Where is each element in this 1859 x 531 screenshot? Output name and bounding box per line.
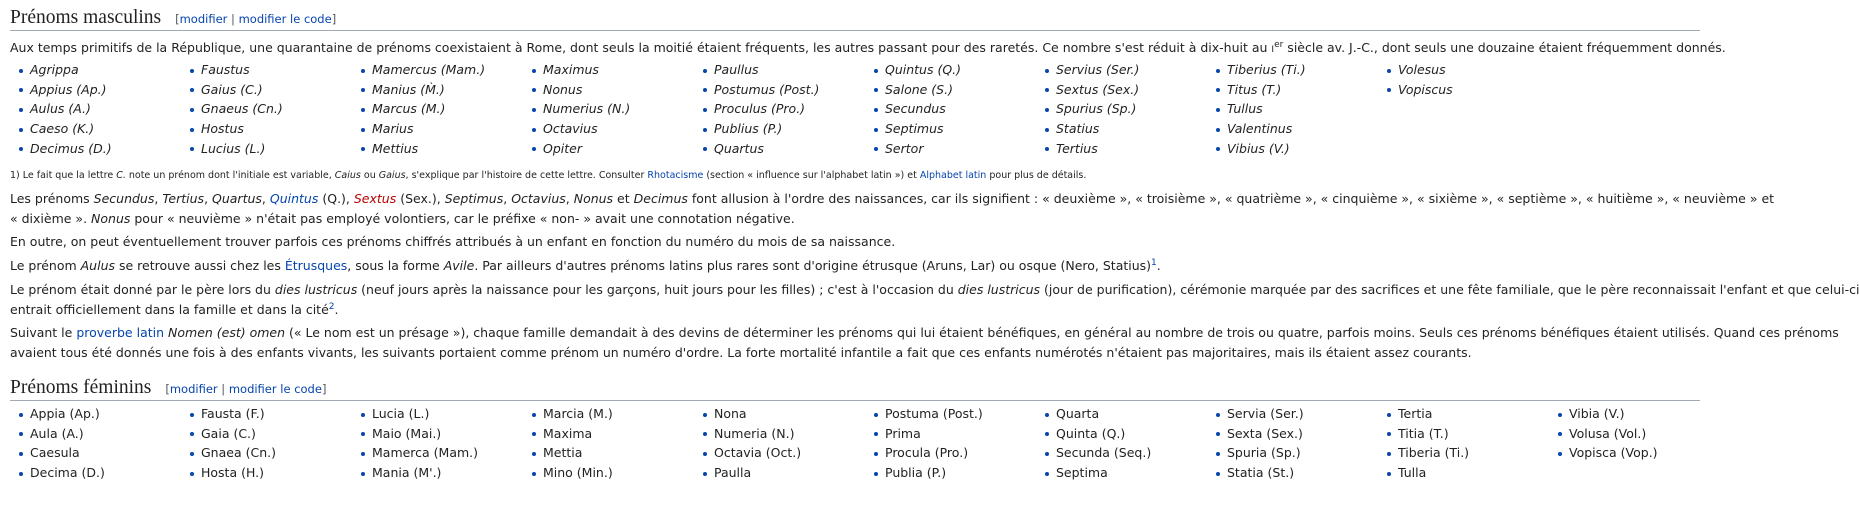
name-list-item: Agrippa — [10, 60, 112, 80]
name-column — [10, 60, 112, 158]
name-column — [181, 404, 276, 483]
name-list-item: Mania (M'.) — [352, 463, 478, 483]
name-list-item: Titia (T.) — [1378, 424, 1469, 444]
name-column — [865, 60, 961, 158]
name-list-item: Tertia — [1378, 404, 1469, 424]
name-list-item: Quarta — [1036, 404, 1151, 424]
name-list-item: Salone (S.) — [865, 80, 961, 100]
name-list-item: Procula (Pro.) — [865, 443, 983, 463]
name-column — [523, 404, 613, 483]
name-list-item: Mino (Min.) — [523, 463, 613, 483]
name-list-item: Hosta (H.) — [181, 463, 276, 483]
name-column — [1207, 404, 1304, 483]
name-list-item: Volesus — [1378, 60, 1453, 80]
name-list-item: Aulus (A.) — [10, 99, 112, 119]
name-list-item: Volusa (Vol.) — [1549, 424, 1658, 444]
name-list-item: Spuria (Sp.) — [1207, 443, 1304, 463]
name-list-item: Spurius (Sp.) — [1036, 99, 1139, 119]
name-list-item: Caesula — [10, 443, 105, 463]
name-list-item: Faustus — [181, 60, 283, 80]
name-list-item: Publius (P.) — [694, 119, 819, 139]
alphabet-latin-link[interactable]: Alphabet latin — [919, 170, 987, 181]
name-list-item: Tullus — [1207, 99, 1306, 119]
paragraph-nomen-omen: Suivant le proverbe latin Nomen (est) omen (« Le nom est un présage »), chaque famille demandait à des devins de déterminer les prénoms qui lui étaient bénéfiques, en général au nombre de trois ou quatre, parfois moins. Seuls ces prénoms bénéfiques étaient utilisés. Quand ces prénoms avaient tous été donnés une fois à des enfants vivants, les suivants portaient comme prénom un numéro d'ordre. La forte mortalité infantile a fait que ces enfants numérotés n'étaient pas majoritaires, mais ils étaient assez courants. — [10, 325, 1839, 360]
name-list-item: Sertor — [865, 139, 961, 159]
name-list-item: Titus (T.) — [1207, 80, 1306, 100]
name-column — [1036, 60, 1139, 158]
footnote: 1) Le fait que la lettre C. note un prénom dont l'initiale est variable, Caius ou Gaius, s'explique par l'histoire de cette lettre. Consulter Rhotacisme (section « influence sur l'alphabet latin ») et Alphabet latin pour plus de détails. — [10, 170, 1087, 181]
name-list-item: Nona — [694, 404, 801, 424]
name-list-item: Marcus (M.) — [352, 99, 485, 119]
name-list-item: Gaia (C.) — [181, 424, 276, 444]
name-column — [1378, 60, 1453, 99]
name-list-item: Fausta (F.) — [181, 404, 276, 424]
intro-paragraph: Aux temps primitifs de la République, une quarantaine de prénoms coexistaient à Rome, dont seuls la moitié étaient fréquents, les autres passant pour des raretés. Ce nombre s'est réduit à dix-huit au Ier siècle av. J.-C., dont seuls une douzaine étaient fréquemment donnés. — [10, 39, 1726, 55]
edit-code-link[interactable]: modifier le code — [228, 382, 322, 396]
name-list-item: Paullus — [694, 60, 819, 80]
name-list-item: Octavia (Oct.) — [694, 443, 801, 463]
name-list-item: Tiberia (Ti.) — [1378, 443, 1469, 463]
name-list-item: Appia (Ap.) — [10, 404, 105, 424]
section-feminine-heading — [10, 376, 1700, 401]
edit-link[interactable]: modifier — [179, 12, 228, 26]
name-list-item: Septimus — [865, 119, 961, 139]
etrusques-link[interactable]: Étrusques — [284, 258, 348, 273]
name-list-item: Servia (Ser.) — [1207, 404, 1304, 424]
name-list-item: Tertius — [1036, 139, 1139, 159]
name-list-item: Nonus — [523, 80, 630, 100]
name-list-item: Servius (Ser.) — [1036, 60, 1139, 80]
name-list-item: Secunda (Seq.) — [1036, 443, 1151, 463]
name-list-item: Quinta (Q.) — [1036, 424, 1151, 444]
name-column — [694, 60, 819, 158]
name-column — [1549, 404, 1658, 463]
paragraph-etruscan: Le prénom Aulus se retrouve aussi chez les Étrusques, sous la forme Avile. Par ailleurs d'autres prénoms latins plus rares sont d'origine étrusque (Aruns, Lar) ou osque (Nero, Statius)$^1$. — [10, 257, 1161, 273]
name-list-item: Prima — [865, 424, 983, 444]
name-list-item: Caeso (K.) — [10, 119, 112, 139]
name-list-item: Gaius (C.) — [181, 80, 283, 100]
paragraph-ordinal-names: Les prénoms Secundus, Tertius, Quartus, Quintus (Q.), Sextus (Sex.), Septimus, Octavius, Nonus et Decimus font allusion à l'ordre des naissances, car ils signifient : « deuxième », « troisième », « quatrième », « cinquième », « sixième », « septième », « huitième », « neuvième » et « dixième ». Nonus pour « neuvième » n'était pas employé volontiers, car le préfixe « non- » avait une connotation négative. — [10, 191, 1775, 226]
name-list-item: Gnaeus (Cn.) — [181, 99, 283, 119]
name-column — [523, 60, 630, 158]
name-list-item: Postuma (Post.) — [865, 404, 983, 424]
name-column — [352, 404, 478, 483]
name-list-item: Mettius — [352, 139, 485, 159]
name-list-item: Maxima — [523, 424, 613, 444]
edit-link[interactable]: modifier — [169, 382, 218, 396]
name-list-item: Publia (P.) — [865, 463, 983, 483]
name-list-item: Statia (St.) — [1207, 463, 1304, 483]
name-list-item: Manius (M̀.) — [352, 80, 485, 100]
name-list-item: Hostus — [181, 119, 283, 139]
name-list-item: Sextus (Sex.) — [1036, 80, 1139, 100]
name-list-item: Octavius — [523, 119, 630, 139]
reference-1-link[interactable]: 1 — [1151, 257, 1157, 268]
name-list-item: Mamerca (Mam.) — [352, 443, 478, 463]
name-list-item: Quartus — [694, 139, 819, 159]
name-list-item: Marius — [352, 119, 485, 139]
name-list-item: Numerius (N.) — [523, 99, 630, 119]
name-list-item: Lucia (L.) — [352, 404, 478, 424]
name-list-item: Mamercus (Mam.) — [352, 60, 485, 80]
name-list-item: Postumus (Post.) — [694, 80, 819, 100]
name-list-item: Valentinus — [1207, 119, 1306, 139]
section-masculine-heading — [10, 6, 1700, 31]
name-column — [865, 404, 983, 483]
name-list-item: Tiberius (Ti.) — [1207, 60, 1306, 80]
quintus-link[interactable]: Quintus — [269, 191, 319, 206]
name-column — [352, 60, 485, 158]
sextus-link[interactable]: Sextus — [353, 191, 397, 206]
name-column — [1207, 60, 1306, 158]
name-list-item: Proculus (Pro.) — [694, 99, 819, 119]
name-column — [1378, 404, 1469, 483]
name-list-item: Decima (D.) — [10, 463, 105, 483]
rhotacisme-link[interactable]: Rhotacisme — [647, 170, 704, 181]
proverbe-latin-link[interactable]: proverbe latin — [76, 325, 165, 340]
name-list-item: Decimus (D.) — [10, 139, 112, 159]
section-title-feminine: Prénoms féminins — [10, 377, 152, 398]
name-column — [10, 404, 105, 483]
name-list-item: Numeria (N.) — [694, 424, 801, 444]
name-list-item: Vibia (V.) — [1549, 404, 1658, 424]
paragraph-dies-lustricus: Le prénom était donné par le père lors du dies lustricus (neuf jours après la naissance pour les garçons, huit jours pour les filles) ; c'est à l'occasion du dies lustricus (jour de purification), cérémonie marquée par des sacrifices et une fête familiale, que le père reconnaissait l'enfant et que celui-ci entrait officiellement dans la famille et dans la cité$^2$. — [10, 282, 1859, 317]
name-list-item: Maio (Mai.) — [352, 424, 478, 444]
name-list-item: Vopiscus — [1378, 80, 1453, 100]
name-list-item: Appius (Ap.) — [10, 80, 112, 100]
name-list-item: Aula (A.) — [10, 424, 105, 444]
name-column — [181, 60, 283, 158]
name-list-item: Marcia (M.) — [523, 404, 613, 424]
edit-links: [modifier | modifier le code] — [165, 382, 327, 396]
name-list-item: Vopisca (Vop.) — [1549, 443, 1658, 463]
name-list-item: Statius — [1036, 119, 1139, 139]
reference-2-link[interactable]: 2 — [328, 301, 335, 312]
name-list-item: Secundus — [865, 99, 961, 119]
name-list-item: Septima — [1036, 463, 1151, 483]
name-list-item: Opiter — [523, 139, 630, 159]
name-list-item: Sexta (Sex.) — [1207, 424, 1304, 444]
name-list-item: Lucius (L.) — [181, 139, 283, 159]
edit-code-link[interactable]: modifier le code — [238, 12, 332, 26]
name-column — [1036, 404, 1151, 483]
name-column — [694, 404, 801, 483]
name-list-item: Vibius (V.) — [1207, 139, 1306, 159]
edit-links: [modifier | modifier le code] — [175, 12, 337, 26]
name-list-item: Gnaea (Cn.) — [181, 443, 276, 463]
name-list-item: Maximus — [523, 60, 630, 80]
paragraph-month-names: En outre, on peut éventuellement trouver parfois ces prénoms chiffrés attribués à un enfant en fonction du numéro du mois de sa naissance. — [10, 234, 896, 249]
name-list-item: Mettia — [523, 443, 613, 463]
name-list-item: Quintus (Q.) — [865, 60, 961, 80]
name-list-item: Tulla — [1378, 463, 1469, 483]
section-title-masculine: Prénoms masculins — [10, 7, 162, 28]
name-list-item: Paulla — [694, 463, 801, 483]
